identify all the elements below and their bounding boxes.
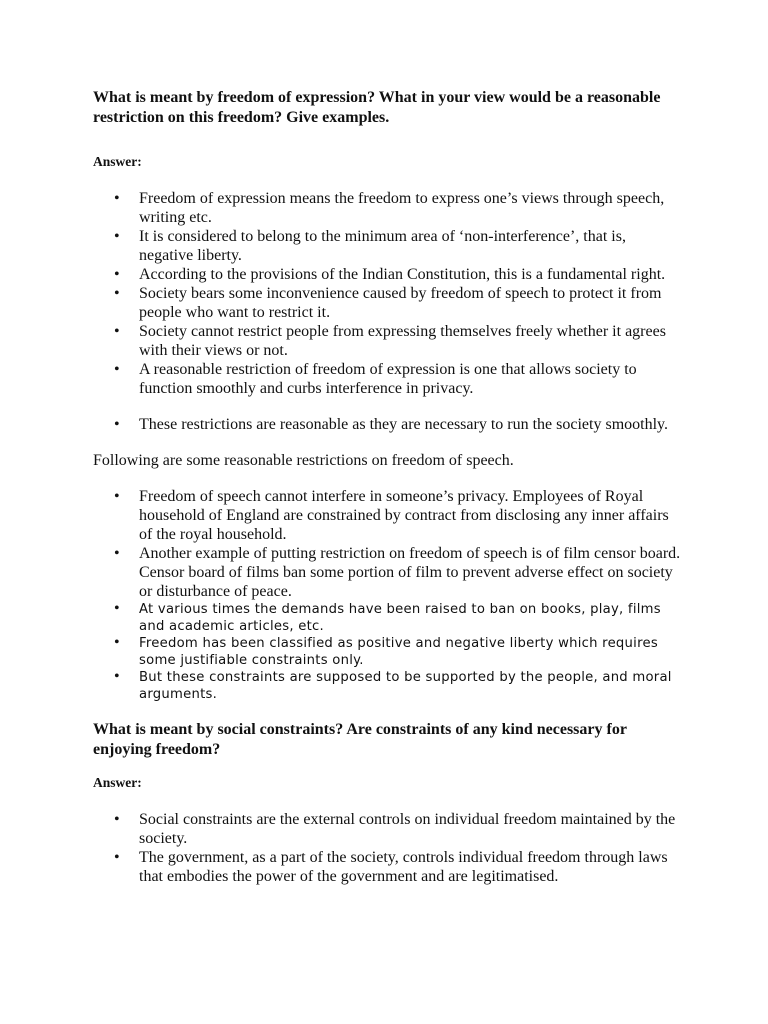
list-item: • At various times the demands have been raised to ban on books, play, films and academic articles, etc. (93, 601, 683, 635)
list-item: • Social constraints are the external controls on individual freedom maintained by the society. (93, 810, 683, 848)
list-item: • Another example of putting restriction on freedom of speech is of film censor board. Censor board of films ban some portion of film to prevent adverse effect on society or disturbance of peace. (93, 544, 683, 601)
list-item: • It is considered to belong to the minimum area of ‘non-interference’, that is, negative liberty. (93, 227, 683, 265)
question-heading: What is meant by freedom of expression? What in your view would be a reasonable restriction on this freedom? Give examples. (93, 89, 661, 126)
list-item: • Freedom of speech cannot interfere in someone’s privacy. Employees of Royal household of England are constrained by contract from disclosing any inner affairs of the royal household. (93, 487, 683, 544)
list-item: • Society bears some inconvenience caused by freedom of speech to protect it from people who want to restrict it. (93, 284, 683, 322)
answer-bullet-list-extra (93, 415, 683, 434)
question-heading: What is meant by social constraints? Are constraints of any kind necessary for enjoying freedom? (93, 721, 627, 758)
answer-label: Answer: (93, 775, 142, 790)
restrictions-intro: Following are some reasonable restrictions on freedom of speech. (93, 452, 514, 469)
document-page (93, 88, 683, 886)
answer-bullet-list (93, 189, 683, 398)
restrictions-list (93, 487, 683, 703)
list-item: • Society cannot restrict people from expressing themselves freely whether it agrees with their views or not. (93, 322, 683, 360)
answer-bullet-list (93, 810, 683, 886)
list-item: • These restrictions are reasonable as they are necessary to run the society smoothly. (93, 415, 683, 434)
list-item: • Freedom of expression means the freedom to express one’s views through speech, writing etc. (93, 189, 683, 227)
list-item: • But these constraints are supposed to be supported by the people, and moral arguments. (93, 669, 683, 703)
list-item: • According to the provisions of the Indian Constitution, this is a fundamental right. (93, 265, 683, 284)
answer-label: Answer: (93, 154, 142, 169)
list-item: • A reasonable restriction of freedom of expression is one that allows society to function smoothly and curbs interference in privacy. (93, 360, 683, 398)
list-item: • Freedom has been classified as positive and negative liberty which requires some justifiable constraints only. (93, 635, 683, 669)
list-item: • The government, as a part of the society, controls individual freedom through laws that embodies the power of the government and are legitimatised. (93, 848, 683, 886)
